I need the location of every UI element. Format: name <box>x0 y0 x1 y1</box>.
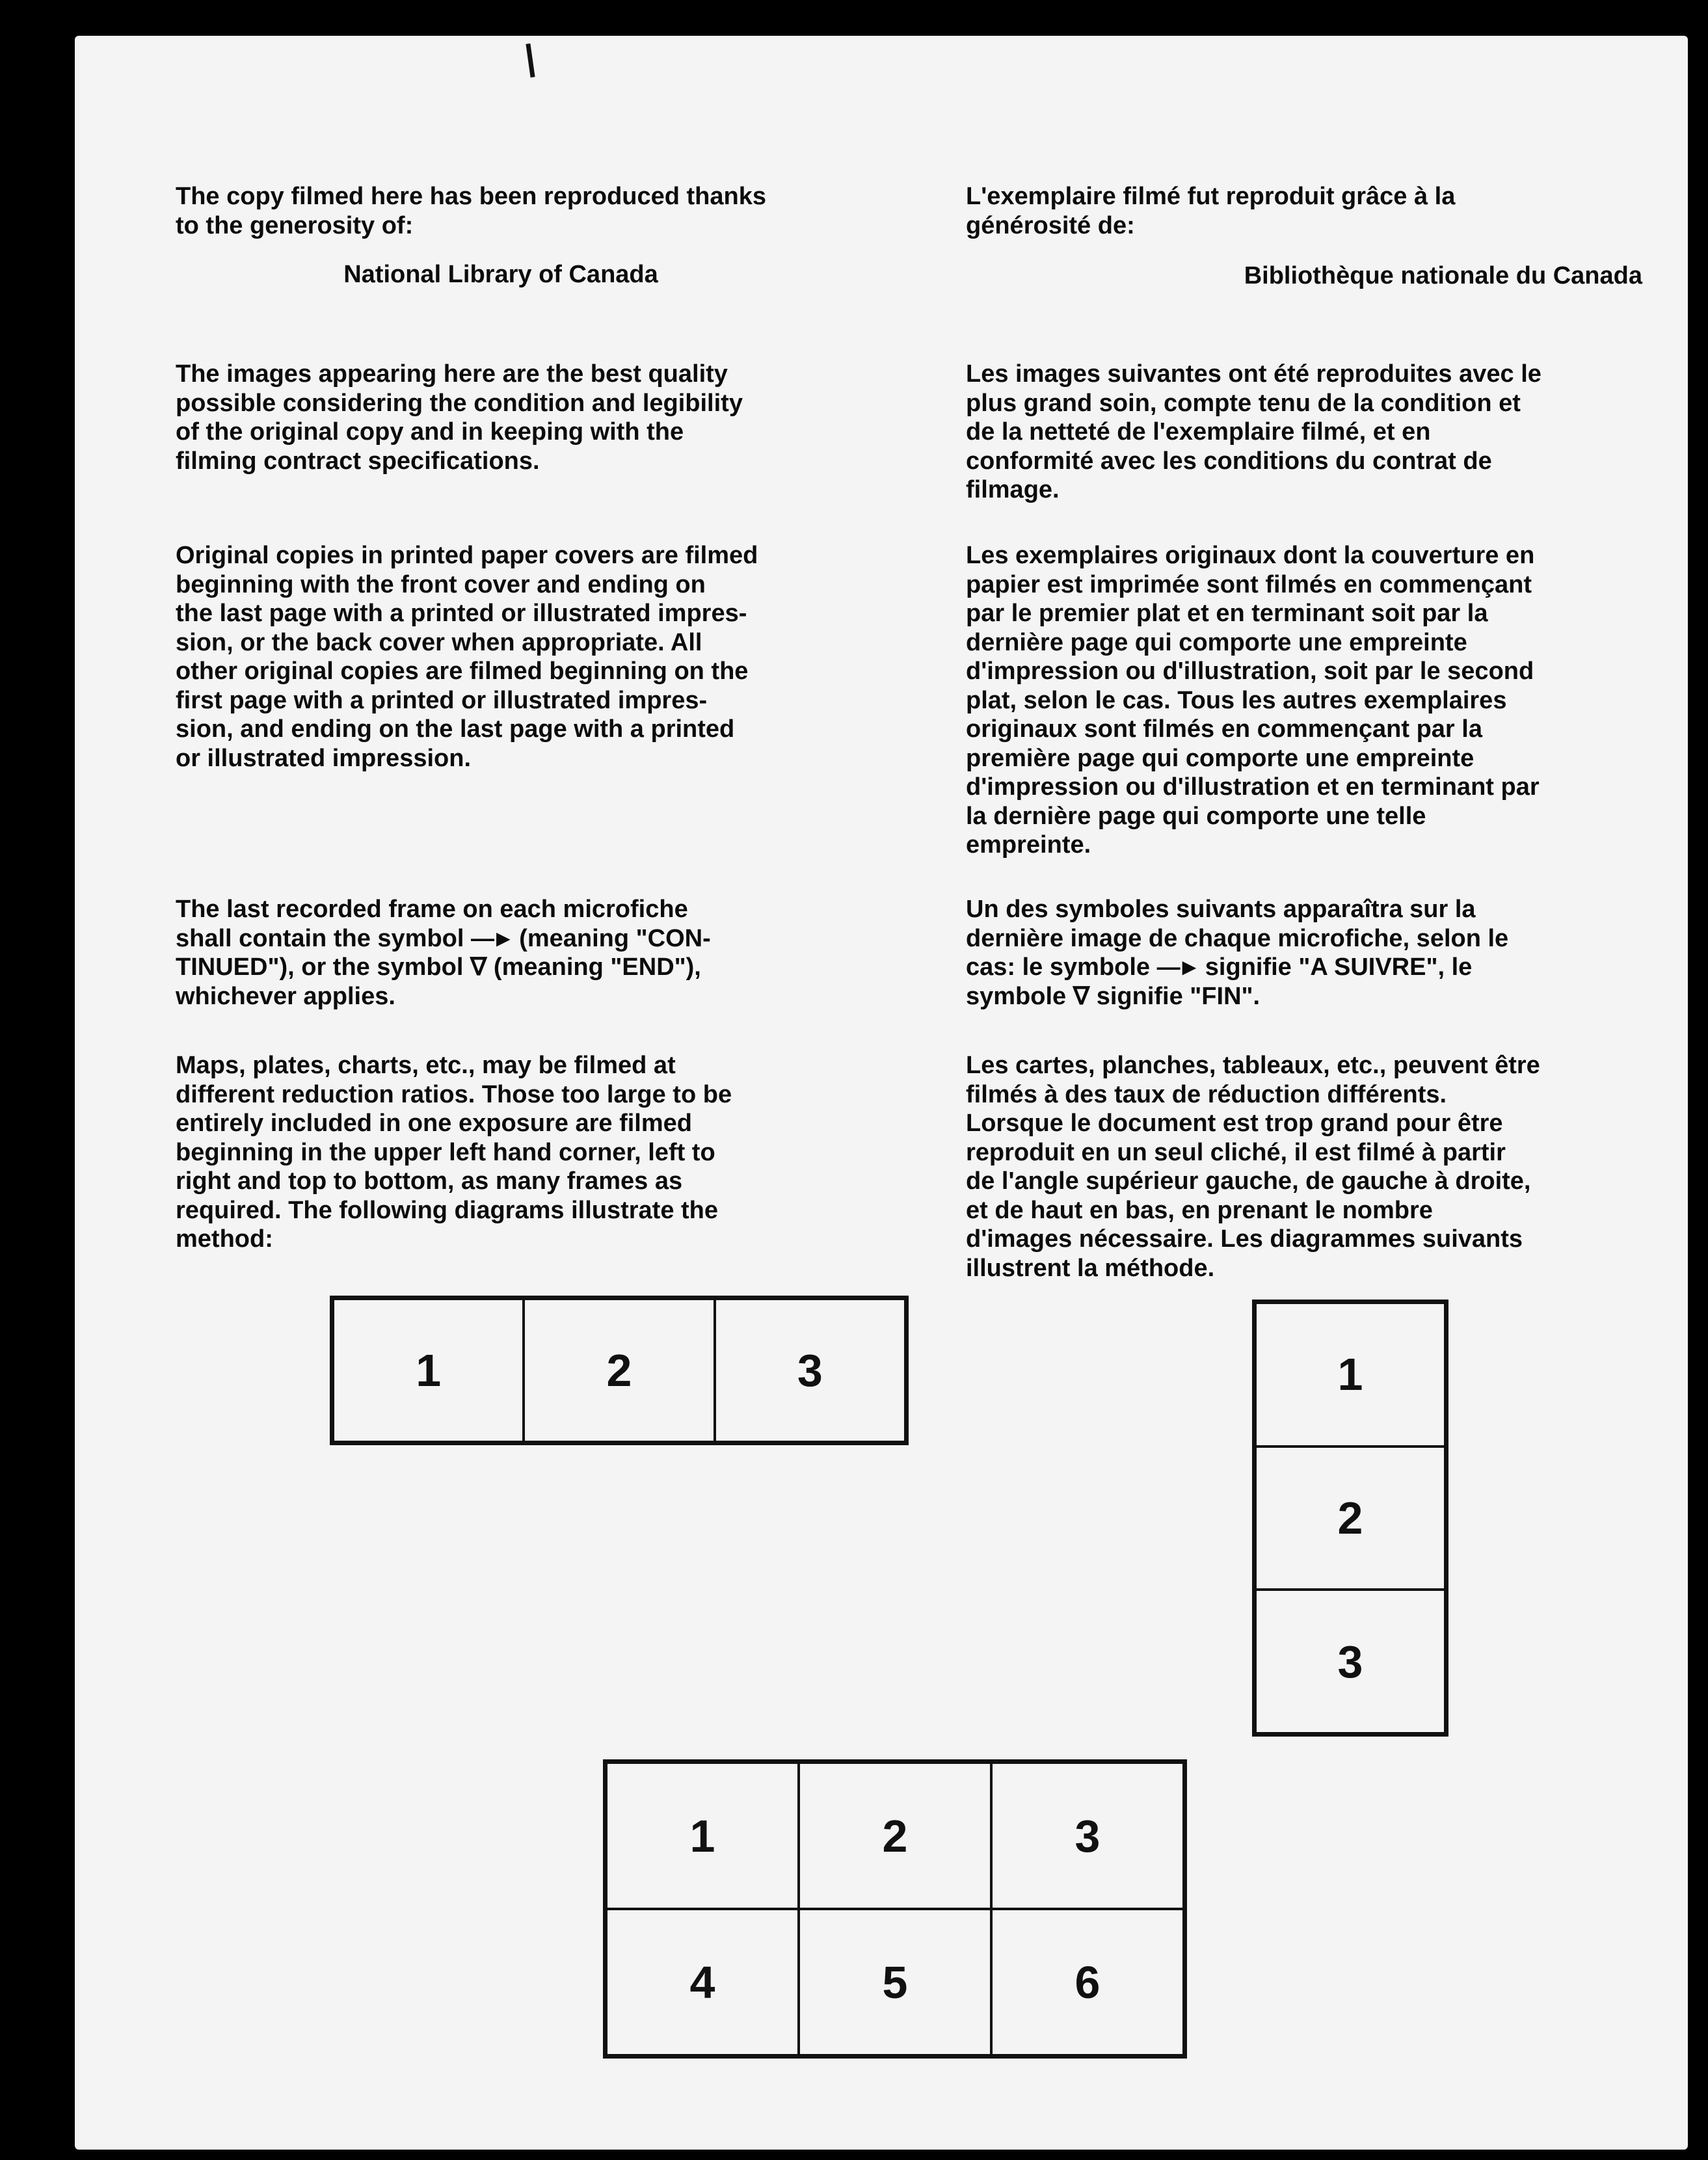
diagram-six-grid <box>603 1759 1187 2059</box>
page-sheet <box>75 36 1688 2150</box>
english-symbols-text-2: (meaning "CON- TINUED"), or the symbol <box>176 924 711 981</box>
scan-mark <box>526 44 535 77</box>
diagram-frame: 1 <box>606 1763 799 1909</box>
english-thanks: The copy filmed here has been reproduced thanks to the generosity of: <box>176 183 767 239</box>
diagram-frame: 1 <box>333 1299 524 1442</box>
french-symbols-text-3: signifie "FIN". <box>1089 982 1261 1010</box>
english-symbols-paragraph <box>176 895 826 1011</box>
french-thanks: L'exemplaire filmé fut reproduit grâce à la générosité de: <box>966 183 1456 239</box>
french-originals-paragraph: Les exemplaires originaux dont la couverture en papier est imprimée sont filmés en commençant par le premier plat et en terminant soit par la dernière page qui comporte une empreinte d'impression ou d'illustration, soit par le second plat, selon le cas. Tous les autres exemplaires originaux sont filmés en commençant par la première page qui comporte une empreinte d'impression ou d'illustration et en terminant par la dernière page qui comporte une telle empreinte. <box>966 542 1540 859</box>
diagram-frame: 6 <box>991 1909 1184 2055</box>
english-maps-paragraph: Maps, plates, charts, etc., may be filmed at different reduction ratios. Those too large to be entirely included in one exposure are filmed beginning in the upper left hand corner, left to right and top to bottom, as many frames as required. The following diagrams illustrate the method: <box>176 1052 732 1253</box>
diagram-frame: 3 <box>1255 1590 1445 1733</box>
diagram-three-across <box>330 1296 909 1445</box>
english-originals-paragraph: Original copies in printed paper covers are filmed beginning with the front cover and ending on the last page with a printed or illustrated impres- sion, or the back cover when appropriate. All other original copies are filmed beginning on the first page with a printed or illustrated impres- sion, and ending on the last page with a printed or illustrated impression. <box>176 542 758 772</box>
french-quality-paragraph: Les images suivantes ont été reproduites avec le plus grand soin, compte tenu de la condition et de la netteté de l'exemplaire filmé, et en conformité avec les conditions du contrat de filmage. <box>966 360 1541 503</box>
english-library-name: National Library of Canada <box>343 261 658 288</box>
english-quality-paragraph: The images appearing here are the best quality possible considering the condition and legibility of the original copy and in keeping with the filming contract specifications. <box>176 360 743 475</box>
end-triangle-icon: ∇ <box>470 953 487 981</box>
french-library-name: Bibliothèque nationale du Canada <box>1244 262 1642 289</box>
end-triangle-icon: ∇ <box>1073 982 1090 1010</box>
continued-arrow-icon: —► <box>470 924 513 952</box>
diagram-frame: 3 <box>715 1299 905 1442</box>
diagram-three-down <box>1252 1300 1448 1737</box>
french-symbols-text-2: signifie "A SUIVRE", le symbole <box>966 953 1473 1010</box>
diagram-frame: 3 <box>991 1763 1184 1909</box>
diagram-frame: 5 <box>799 1909 991 2055</box>
english-symbols-text-1: The last recorded frame on each microfiche shall contain the symbol <box>176 896 688 952</box>
french-symbols-paragraph <box>966 895 1642 1011</box>
diagram-frame: 2 <box>799 1763 991 1909</box>
diagram-frame: 2 <box>1255 1447 1445 1590</box>
french-symbols-text-1: Un des symboles suivants apparaîtra sur la dernière image de chaque microfiche, selon le cas: le symbole <box>966 896 1509 981</box>
continued-arrow-icon: —► <box>1156 953 1199 980</box>
french-maps-paragraph: Les cartes, planches, tableaux, etc., peuvent être filmés à des taux de réduction différents. Lorsque le document est trop grand pour être reproduit en un seul cliché, il est filmé à partir de l'angle supérieur gauche, de gauche à droite, et de haut en bas, en prenant le nombre d'images nécessaire. Les diagrammes suivants illustrent la méthode. <box>966 1052 1540 1282</box>
diagram-frame: 2 <box>524 1299 714 1442</box>
diagram-frame: 1 <box>1255 1303 1445 1447</box>
english-symbols-text-3: (meaning "END"), whichever applies. <box>176 953 701 1010</box>
diagram-frame: 4 <box>606 1909 799 2055</box>
